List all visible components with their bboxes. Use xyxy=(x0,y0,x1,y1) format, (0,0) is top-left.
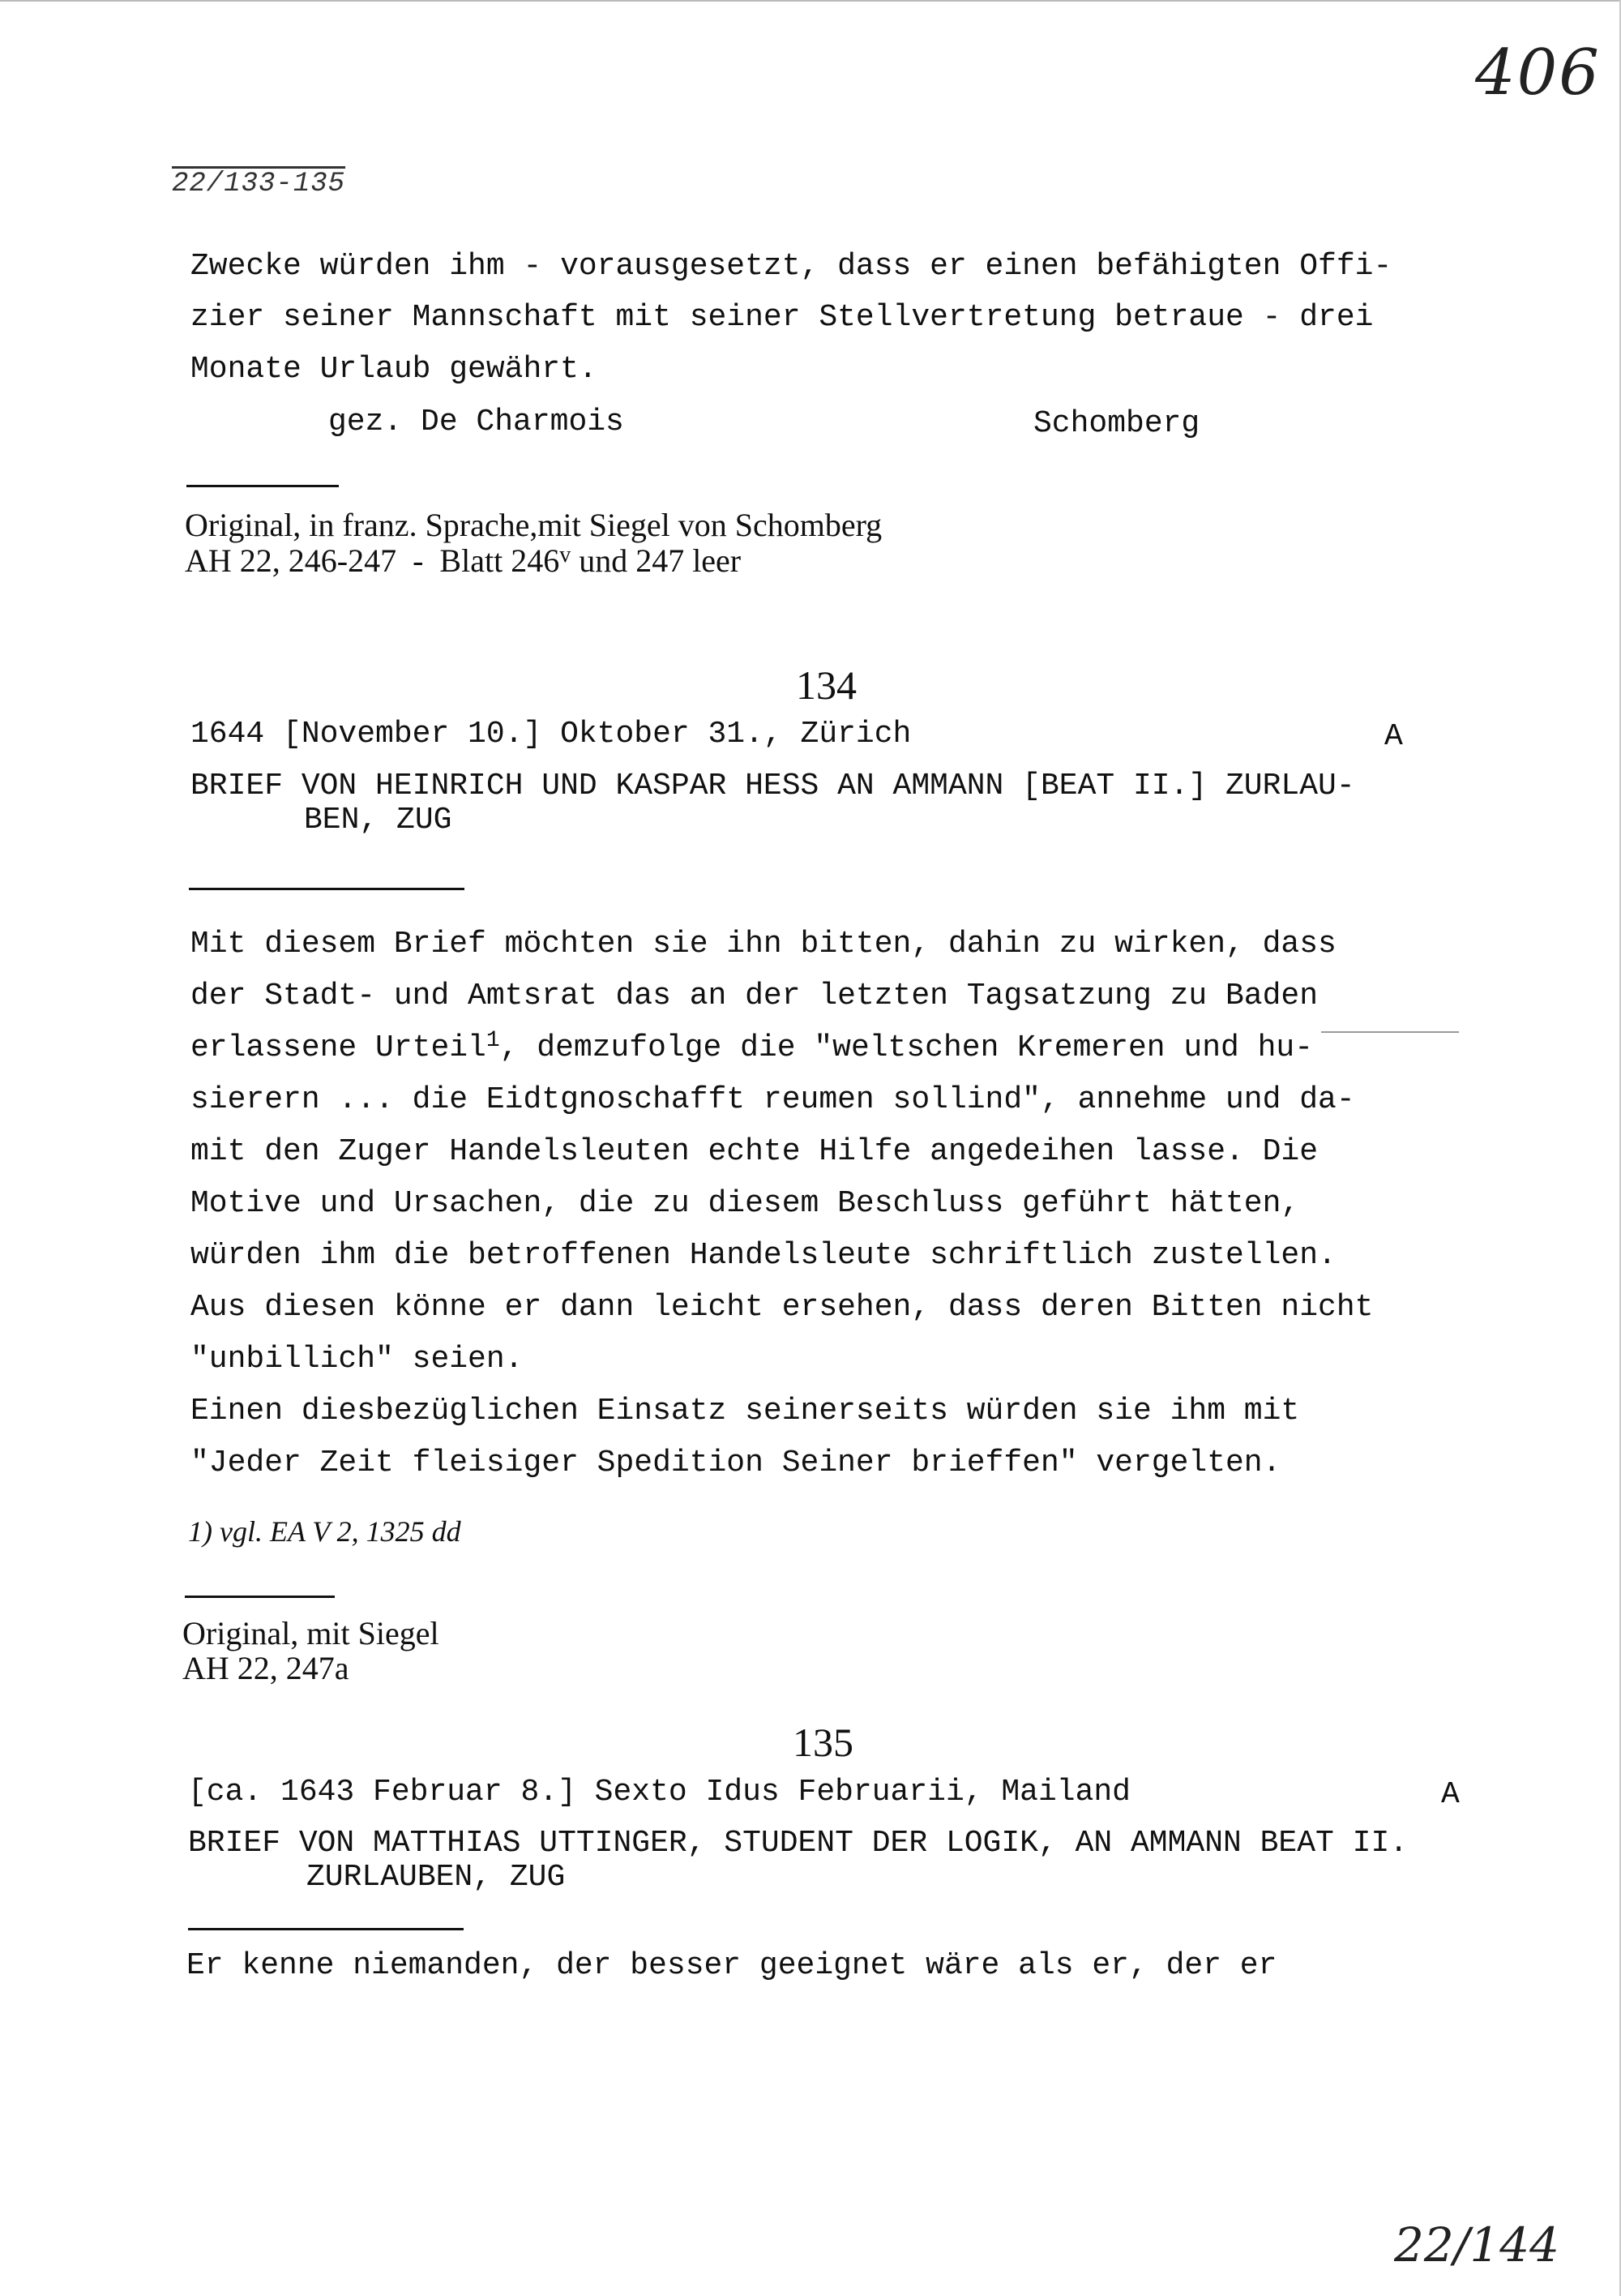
note-133-line2 xyxy=(185,542,742,579)
body-line xyxy=(190,1028,1314,1065)
document-title: BRIEF VON MATTHIAS UTTINGER, STUDENT DER LOGIK, AN AMMANN BEAT II. xyxy=(188,1826,1409,1861)
body-line: Er kenne niemanden, der besser geeignet wäre als er, der er xyxy=(186,1948,1277,1983)
document-title: ZURLAUBEN, ZUG xyxy=(306,1860,566,1895)
scan-edge-top xyxy=(0,0,1621,2)
handwritten-page-number: 406 xyxy=(1475,36,1601,109)
verso-mark: v xyxy=(559,542,571,568)
separator-rule xyxy=(185,1596,335,1598)
document-title: BRIEF VON HEINRICH UND KASPAR HESS AN AMMANN [BEAT II.] ZURLAU- xyxy=(190,769,1355,803)
footnote-marker: 1 xyxy=(485,1028,500,1053)
body-line: Einen diesbezüglichen Einsatz seinerseits würden sie ihm mit xyxy=(190,1394,1300,1429)
body-line: Motive und Ursachen, die zu diesem Beschluss geführt hätten, xyxy=(190,1186,1300,1221)
body-line: "Jeder Zeit fleisiger Spedition Seiner brieffen" vergelten. xyxy=(190,1446,1281,1480)
note-133-line1-part: Original, in franz. Sprache, xyxy=(185,507,538,543)
body-line-part: , demzufolge die "weltschen Kremeren und hu- xyxy=(499,1030,1314,1065)
continuation-line: Monate Urlaub gewährt. xyxy=(190,352,597,387)
note-133-line2-part: AH 22, 246-247 - Blatt 246 xyxy=(185,542,560,579)
continuation-line: zier seiner Mannschaft mit seiner Stellvertretung betraue - drei xyxy=(190,300,1374,335)
footnote: 1) vgl. EA V 2, 1325 dd xyxy=(188,1515,461,1548)
note-133-line1-part: mit Siegel von Schomberg xyxy=(537,507,883,543)
separator-rule xyxy=(189,888,464,890)
note-133-line2-part: und 247 leer xyxy=(571,542,742,579)
handwritten-archive-signature: 22/144 xyxy=(1394,2217,1560,2272)
continuation-line: Zwecke würden ihm - vorausgesetzt, dass er einen befähigten Offi- xyxy=(190,249,1392,284)
body-line-part: erlassene Urteil xyxy=(190,1030,486,1065)
document-date-line: [ca. 1643 Februar 8.] Sexto Idus Februarii, Mailand xyxy=(188,1775,1131,1810)
signature-right: Schomberg xyxy=(1033,406,1200,441)
source-line: Original, mit Siegel xyxy=(182,1615,439,1651)
body-line: Aus diesen könne er dann leicht ersehen, dass deren Bitten nicht xyxy=(190,1290,1374,1325)
note-133-line1 xyxy=(185,509,882,542)
document-title: BEN, ZUG xyxy=(304,803,452,837)
scan-artifact-line xyxy=(1321,1031,1459,1033)
document-date-line: 1644 [November 10.] Oktober 31., Zürich xyxy=(190,717,912,752)
signature-left: gez. De Charmois xyxy=(328,405,624,439)
separator-rule xyxy=(188,1928,464,1930)
body-line: Mit diesem Brief möchten sie ihn bitten, dahin zu wirken, dass xyxy=(190,927,1337,962)
document-number: 134 xyxy=(796,662,857,708)
body-line: der Stadt- und Amtsrat das an der letzten Tagsatzung zu Baden xyxy=(190,979,1319,1013)
document-number: 135 xyxy=(793,1720,853,1765)
body-line: würden ihm die betroffenen Handelsleute schriftlich zustellen. xyxy=(190,1238,1337,1273)
top-reference: 22/133-135 xyxy=(172,169,346,199)
source-line: AH 22, 247a xyxy=(182,1650,349,1686)
document-category: A xyxy=(1441,1777,1460,1812)
separator-rule xyxy=(186,485,339,487)
body-line: "unbillich" seien. xyxy=(190,1342,524,1377)
document-category: A xyxy=(1384,719,1403,754)
body-line: mit den Zuger Handelsleuten echte Hilfe angedeihen lasse. Die xyxy=(190,1134,1319,1169)
body-line: sierern ... die Eidtgnoschafft reumen sollind", annehme und da- xyxy=(190,1082,1355,1117)
